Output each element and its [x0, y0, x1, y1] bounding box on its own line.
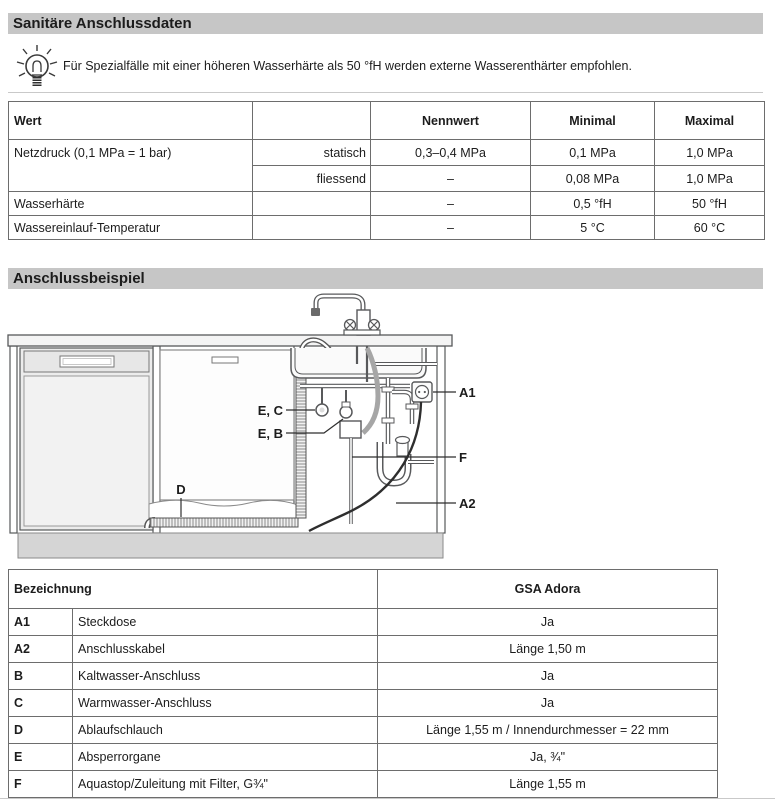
- t1-header-blank: [253, 102, 371, 140]
- t2-key: E: [9, 744, 73, 771]
- table-row: [9, 140, 765, 166]
- section-title-anschlussbeispiel: Anschlussbeispiel: [8, 268, 763, 289]
- label-a2: A2: [459, 496, 476, 511]
- legend-table: [8, 569, 718, 798]
- t1-cell: [253, 216, 371, 240]
- table-row: [9, 771, 718, 798]
- t1-cell: 5 °C: [531, 216, 655, 240]
- t2-name: Warmwasser-Anschluss: [73, 690, 378, 717]
- faucet: [311, 296, 380, 335]
- t2-name: Kaltwasser-Anschluss: [73, 663, 378, 690]
- installation-diagram: [0, 292, 500, 560]
- t2-key: C: [9, 690, 73, 717]
- countertop: [8, 335, 452, 346]
- t2-key: A1: [9, 609, 73, 636]
- t2-value: Ja, ¾": [378, 744, 718, 771]
- t2-key: D: [9, 717, 73, 744]
- t1-cell: 60 °C: [655, 216, 765, 240]
- t2-name: Anschlusskabel: [73, 636, 378, 663]
- cabinet-handle: [212, 357, 238, 363]
- t1-cell: –: [371, 166, 531, 192]
- aquastop-box: [340, 421, 361, 438]
- t2-name: Steckdose: [73, 609, 378, 636]
- table-row: [9, 609, 718, 636]
- label-eb: E, B: [257, 426, 283, 441]
- t1-wasserhaerte-label: Wasserhärte: [9, 192, 253, 216]
- t2-key: B: [9, 663, 73, 690]
- t1-cell: 0,3–0,4 MPa: [371, 140, 531, 166]
- connection-values-table: [8, 101, 765, 240]
- t1-cell: 0,5 °fH: [531, 192, 655, 216]
- section-title-sanitary: Sanitäre Anschlussdaten: [8, 13, 763, 34]
- dishwasher: [20, 348, 153, 530]
- t1-netzdruck-label: Netzdruck (0,1 MPa = 1 bar): [9, 140, 253, 192]
- t2-value: Länge 1,50 m: [378, 636, 718, 663]
- table-row: [9, 744, 718, 771]
- dishwasher-display: [60, 356, 114, 367]
- label-a1: A1: [459, 385, 476, 400]
- t1-cell: 0,1 MPa: [531, 140, 655, 166]
- tip-text: Für Spezialfälle mit einer höheren Wasserhärte als 50 °fH werden externe Wasserenthärter empfohlen.: [63, 59, 632, 73]
- cutaway-wave: [149, 500, 298, 518]
- t1-cell: 50 °fH: [655, 192, 765, 216]
- valve-cold-water: [340, 406, 352, 418]
- t1-cell: 1,0 MPa: [655, 140, 765, 166]
- table-row: [9, 717, 718, 744]
- table-row: [9, 663, 718, 690]
- t2-header-bezeichnung: Bezeichnung: [9, 570, 378, 609]
- t1-fliessend-label: fliessend: [253, 166, 371, 192]
- t1-cell: 1,0 MPa: [655, 166, 765, 192]
- table-row: [9, 192, 765, 216]
- power-cable: [309, 402, 421, 531]
- t2-key: A2: [9, 636, 73, 663]
- table-row: [9, 216, 765, 240]
- label-d: D: [176, 482, 186, 497]
- t1-statisch-label: statisch: [253, 140, 371, 166]
- label-f: F: [459, 450, 467, 465]
- t1-cell: 0,08 MPa: [531, 166, 655, 192]
- t2-value: Ja: [378, 690, 718, 717]
- t1-cell: [253, 192, 371, 216]
- t2-header-gsa-adora: GSA Adora: [378, 570, 718, 609]
- t2-name: Aquastop/Zuleitung mit Filter, G¾": [73, 771, 378, 798]
- plinth: [18, 533, 443, 558]
- middle-cabinet: [160, 350, 294, 500]
- t2-name: Ablaufschlauch: [73, 717, 378, 744]
- t2-value: Ja: [378, 609, 718, 636]
- t1-einlauftemp-label: Wassereinlauf-Temperatur: [9, 216, 253, 240]
- t2-value: Ja: [378, 663, 718, 690]
- section-divider: [8, 92, 763, 93]
- table-row: [9, 636, 718, 663]
- label-ec: E, C: [257, 403, 283, 418]
- t1-cell: –: [371, 192, 531, 216]
- power-socket: [412, 382, 432, 402]
- t2-value: Länge 1,55 m: [378, 771, 718, 798]
- t1-header-nennwert: Nennwert: [371, 102, 531, 140]
- t2-key: F: [9, 771, 73, 798]
- lightbulb-icon: [13, 42, 61, 92]
- t1-header-wert: Wert: [9, 102, 253, 140]
- t1-cell: –: [371, 216, 531, 240]
- t2-value: Länge 1,55 m / Innendurchmesser = 22 mm: [378, 717, 718, 744]
- table-row: [9, 690, 718, 717]
- bottom-divider: [0, 798, 775, 799]
- t2-name: Absperrorgane: [73, 744, 378, 771]
- t1-header-minimal: Minimal: [531, 102, 655, 140]
- t1-header-maximal: Maximal: [655, 102, 765, 140]
